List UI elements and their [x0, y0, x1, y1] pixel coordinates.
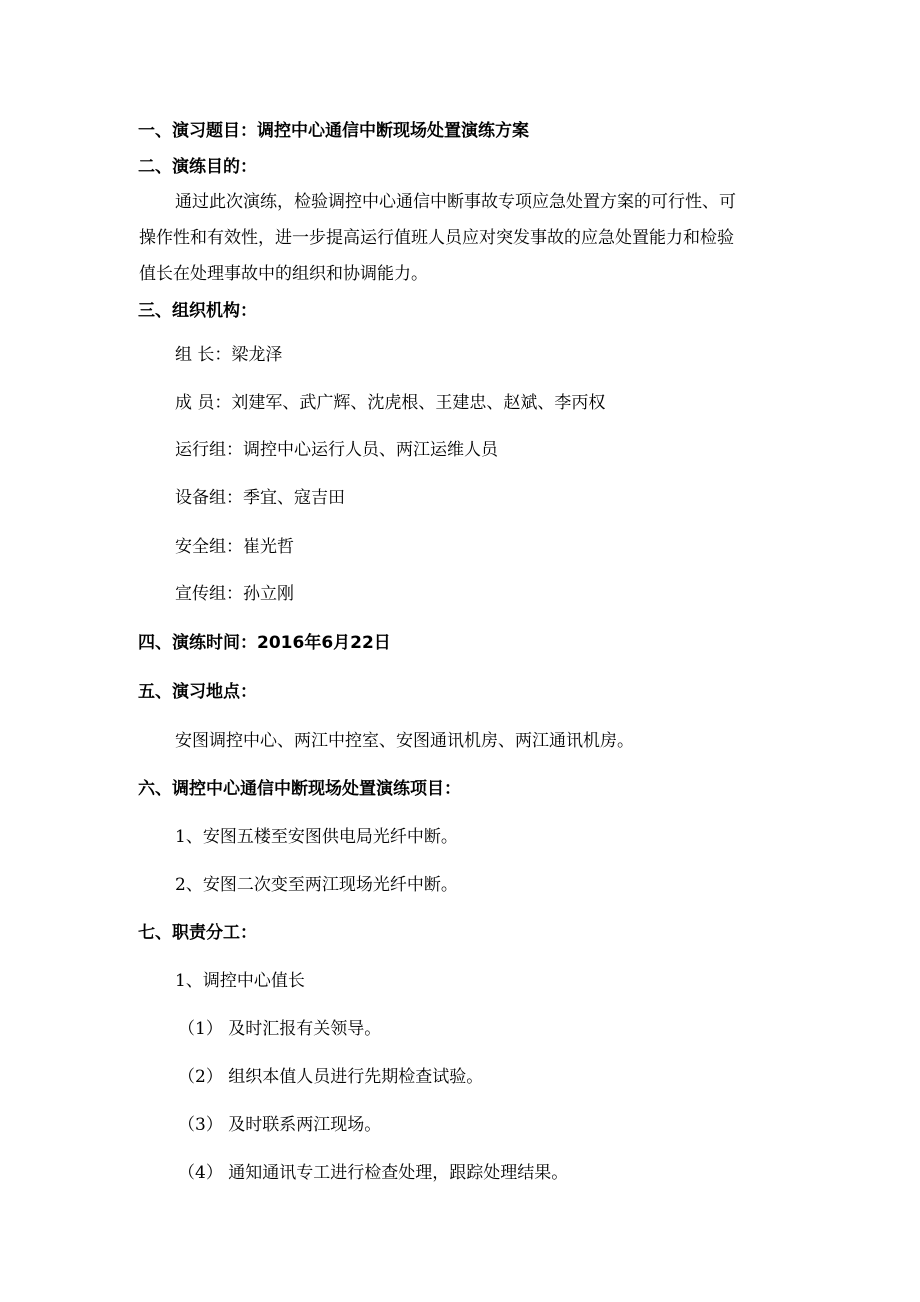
- drill-item-1: 1、安图五楼至安图供电局光纤中断。: [175, 827, 458, 847]
- heading-duties: 七、职责分工：: [138, 923, 257, 943]
- org-equipment-group: 设备组：季宜、寇吉田: [175, 488, 345, 508]
- org-safety-group: 安全组：崔光哲: [175, 537, 294, 557]
- duty-item-2: （2） 组织本值人员进行先期检查试验。: [178, 1067, 484, 1087]
- duty-item-4: （4） 通知通讯专工进行检查处理，跟踪处理结果。: [178, 1163, 569, 1183]
- drill-item-2: 2、安图二次变至两江现场光纤中断。: [175, 875, 458, 895]
- heading-drill-time: 四、演练时间：2016年6月22日: [138, 633, 391, 653]
- purpose-text-line-3: 值长在处理事故中的组织和协调能力。: [139, 264, 428, 284]
- purpose-text-line-1: 通过此次演练，检验调控中心通信中断事故专项应急处置方案的可行性、可: [175, 192, 736, 212]
- heading-drill-items: 六、调控中心通信中断现场处置演练项目：: [138, 779, 461, 799]
- org-leader: 组 长：梁龙泽: [175, 345, 283, 365]
- org-members: 成 员：刘建军、武广辉、沈虎根、王建忠、赵斌、李丙权: [175, 393, 606, 413]
- heading-drill-purpose: 二、演练目的：: [138, 157, 257, 177]
- heading-organization: 三、组织机构：: [138, 301, 257, 321]
- duty-item-3: （3） 及时联系两江现场。: [178, 1115, 382, 1135]
- org-publicity-group: 宣传组：孙立刚: [175, 584, 294, 604]
- heading-drill-title: 一、演习题目：调控中心通信中断现场处置演练方案: [138, 121, 529, 141]
- heading-drill-location: 五、演习地点：: [138, 682, 257, 702]
- duty-item-1: （1） 及时汇报有关领导。: [178, 1019, 382, 1039]
- duty-role-title: 1、调控中心值长: [175, 971, 305, 991]
- purpose-text-line-2: 操作性和有效性，进一步提高运行值班人员应对突发事故的应急处置能力和检验: [139, 228, 734, 248]
- org-operations-group: 运行组：调控中心运行人员、两江运维人员: [175, 440, 498, 460]
- location-text: 安图调控中心、两江中控室、安图通讯机房、两江通讯机房。: [175, 731, 634, 751]
